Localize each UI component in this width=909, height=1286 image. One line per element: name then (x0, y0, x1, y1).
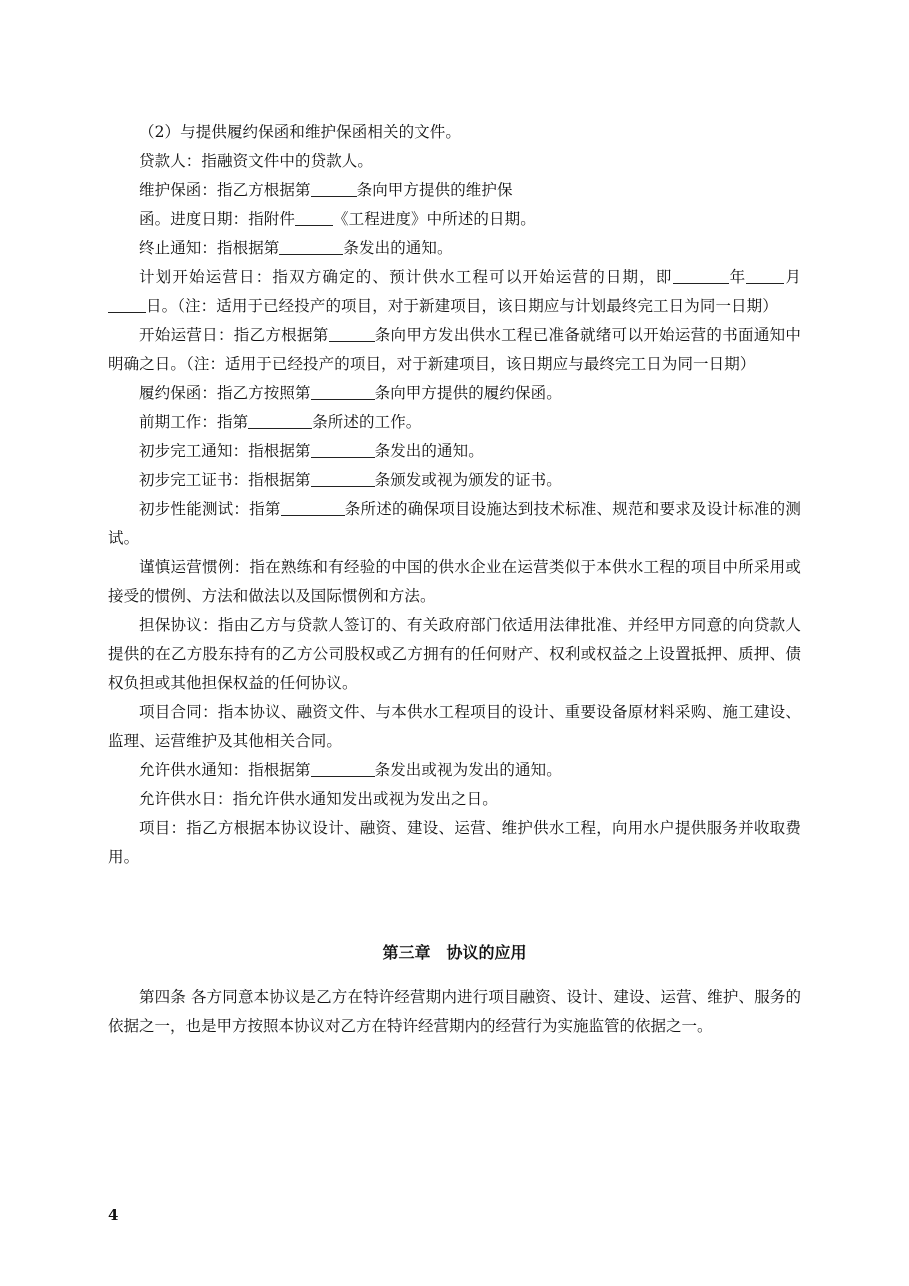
text: 条发出或视为发出的通知。 (374, 761, 562, 779)
definitions-section (108, 118, 801, 872)
definition-item (108, 437, 801, 466)
article-section (108, 983, 801, 1041)
text: 条所述的工作。 (312, 413, 422, 431)
fill-in-blank (108, 296, 146, 313)
definition-item (108, 466, 801, 495)
definition-item (108, 408, 801, 437)
definition-item (108, 814, 801, 872)
text: 条发出的通知。 (374, 442, 484, 460)
definition-item (108, 379, 801, 408)
text: 条向甲方发出供水工程已准备就绪可以开始运营的书面通知中明确之日。（注：适用于已经投产的项目，对于新建项目，该日期应与最终完工日为同一日期） (108, 326, 802, 373)
fill-in-blank (295, 209, 333, 226)
definition-item (108, 234, 801, 263)
text: 允许供水日：指允许供水通知发出或视为发出之日。 (139, 790, 498, 808)
text: 项目：指乙方根据本协议设计、融资、建设、运营、维护供水工程，向用水户提供服务并收取费用。 (108, 819, 801, 866)
fill-in-blank (281, 499, 345, 516)
definition-item (108, 553, 801, 611)
definition-item (108, 698, 801, 756)
text: 条向甲方提供的维护保 (356, 181, 513, 199)
definition-item (108, 205, 801, 234)
text: 函。进度日期：指附件 (139, 210, 296, 228)
text: 前期工作：指第 (139, 413, 249, 431)
text: 谨慎运营惯例：指在熟练和有经验的中国的供水企业在运营类似于本供水工程的项目中所采用或接受的惯例、方法和做法以及国际惯例和方法。 (108, 558, 801, 605)
text: 担保协议：指由乙方与贷款人签订的、有关政府部门依适用法律批准、并经甲方同意的向贷款人提供的在乙方股东持有的乙方公司股权或乙方拥有的任何财产、权利或权益之上设置抵押、质押、债权负担或其他担保权益的任何协议。 (108, 616, 801, 692)
text: 条所述的确保项目设施达到技术标准、规范和要求及设计标准的测试。 (108, 500, 802, 547)
fill-in-blank (329, 325, 375, 342)
chapter-title: 协议的应用 (446, 943, 527, 962)
text: 条向甲方提供的履约保函。 (374, 384, 562, 402)
fill-in-blank (311, 383, 375, 400)
text: 项目合同：指本协议、融资文件、与本供水工程项目的设计、重要设备原材料采购、施工建设、监理、运营维护及其他相关合同。 (108, 703, 801, 750)
definition-item (108, 495, 801, 553)
fill-in-blank (248, 412, 312, 429)
fill-in-blank (311, 760, 375, 777)
definition-item (108, 756, 801, 785)
text: 允许供水通知：指根据第 (139, 761, 311, 779)
text: 条发出的通知。 (343, 239, 453, 257)
text: 贷款人：指融资文件中的贷款人。 (139, 152, 374, 170)
fill-in-blank (279, 238, 343, 255)
text: 初步完工证书：指根据第 (139, 471, 311, 489)
definition-item (108, 118, 801, 147)
page-number: 4 (108, 1206, 119, 1224)
text: 《工程进度》中所述的日期。 (333, 210, 536, 228)
text: 初步性能测试：指第 (139, 500, 281, 518)
text: 年 (728, 268, 747, 286)
text: 开始运营日：指乙方根据第 (139, 326, 329, 344)
text: 计划开始运营日：指双方确定的、预计供水工程可以开始运营的日期，即 (139, 268, 673, 286)
definition-item (108, 785, 801, 814)
article-4: 第四条 各方同意本协议是乙方在特许经营期内进行项目融资、设计、建设、运营、维护、服务的依据之一，也是甲方按照本协议对乙方在特许经营期内的经营行为实施监管的依据之一。 (108, 988, 801, 1035)
text: 日。（注：适用于已经投产的项目，对于新建项目，该日期应与计划最终完工日为同一日期） (146, 297, 778, 315)
text: 初步完工通知：指根据第 (139, 442, 311, 460)
fill-in-blank (311, 441, 375, 458)
fill-in-blank (311, 470, 375, 487)
fill-in-blank (746, 267, 784, 284)
definition-item (108, 321, 801, 379)
definition-item (108, 176, 801, 205)
definition-item (108, 611, 801, 698)
definition-item (108, 263, 801, 321)
chapter-label: 第三章 (382, 943, 431, 962)
text: 月 (784, 268, 801, 286)
definition-item (108, 147, 801, 176)
text: 终止通知：指根据第 (139, 239, 280, 257)
chapter-heading (0, 940, 909, 963)
text: 条颁发或视为颁发的证书。 (374, 471, 562, 489)
fill-in-blank (673, 267, 729, 284)
text: 维护保函：指乙方根据第 (139, 181, 311, 199)
text: 履约保函：指乙方按照第 (139, 384, 311, 402)
text: （2）与提供履约保函和维护保函相关的文件。 (139, 123, 461, 141)
fill-in-blank (311, 180, 357, 197)
